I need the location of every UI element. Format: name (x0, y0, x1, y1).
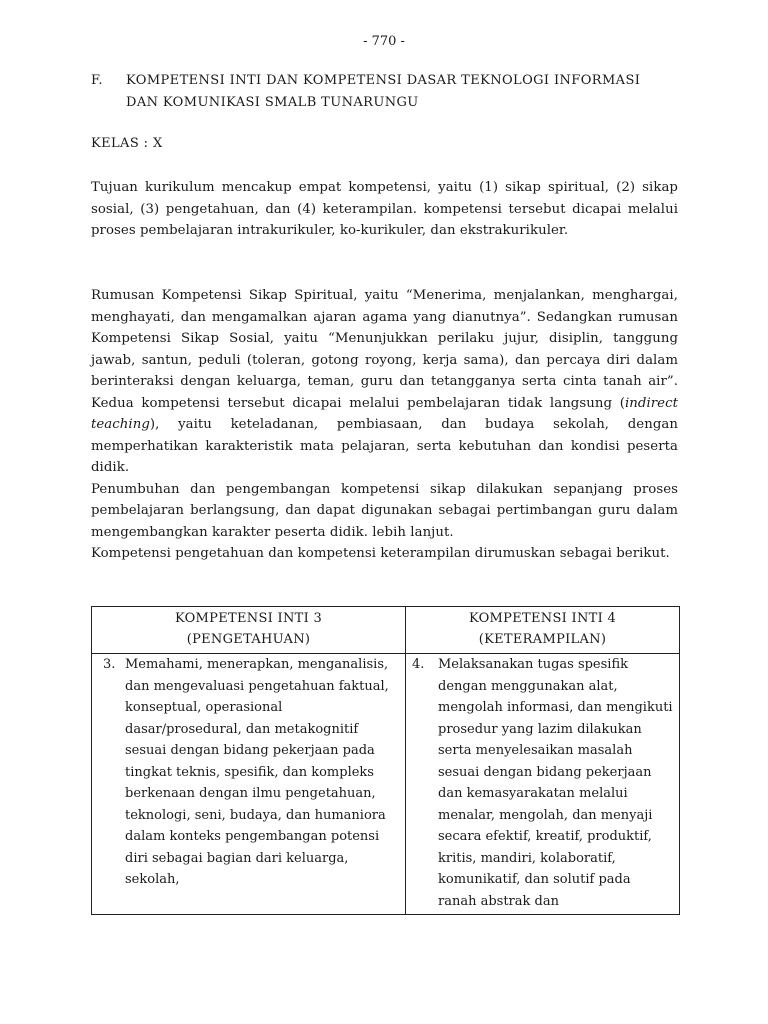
class-label: KELAS : X (91, 136, 163, 151)
paragraph-attitude-text-a: Rumusan Kompetensi Sikap Spiritual, yaitu “Menerima, menjalankan, menghargai, menghayati, dan mengamalkan ajaran agama yang dianutnya”. Sedangkan rumusan Kompetensi Sikap Sosial, yaitu “Menunjukkan perilaku jujur, disiplin, tanggung jawab, santun, peduli (toleran, gotong royong, kerja sama), dan percaya diri dalam berinteraksi dengan keluarga, teman, guru dan tetangganya serta cinta tanah air”. Kedua kompetensi tersebut dicapai melalui pembelajaran tidak langsung ( (91, 288, 678, 411)
paragraph-attitude-italic: indirect teaching (91, 395, 678, 432)
header-core-competency-4 (406, 607, 680, 654)
table-header-row (92, 607, 680, 654)
item-number: 4. (412, 657, 425, 672)
section-letter: F. (91, 73, 103, 88)
section-title-line-2: DAN KOMUNIKASI SMALB TUNARUNGU (126, 95, 419, 110)
cell-core-competency-4 (406, 654, 680, 915)
item-description: Memahami, menerapkan, menganalisis, dan mengevaluasi pengetahuan faktual, konseptual, operasional dasar/prosedural, dan metakognitif sesuai dengan bidang pekerjaan pada tingkat teknis, spesifik, dan kompleks berkenaan dengan ilmu pengetahuan, teknologi, seni, budaya, dan humaniora dalam konteks pengembangan potensi diri sebagai bagian dari keluarga, sekolah, (125, 657, 389, 887)
cell-core-competency-3 (92, 654, 406, 915)
header-core-competency-3-title: KOMPETENSI INTI 3 (174, 611, 323, 626)
list-item (98, 654, 399, 891)
header-core-competency-4-subtitle: (KETERAMPILAN) (478, 632, 607, 647)
paragraph-curriculum-goals: Tujuan kurikulum mencakup empat kompetensi, yaitu (1) sikap spiritual, (2) sikap sosial, (3) pengetahuan, dan (4) keterampilan. kompetensi tersebut dicapai melalui proses pembelajaran intrakurikuler, ko-kurikuler, dan ekstrakurikuler. (91, 180, 678, 238)
paragraph-knowledge-skills: Kompetensi pengetahuan dan kompetensi keterampilan dirumuskan sebagai berikut. (91, 546, 670, 561)
intro-paragraph (91, 177, 678, 242)
header-core-competency-3 (92, 607, 406, 654)
paragraph-attitude-competencies (91, 285, 678, 479)
list-item (412, 654, 673, 912)
page-number: - 770 - (363, 34, 405, 49)
competency-description (91, 285, 678, 565)
competency-table (91, 606, 680, 915)
item-number: 3. (103, 657, 116, 672)
section-heading (91, 70, 681, 114)
header-core-competency-3-subtitle: (PENGETAHUAN) (186, 632, 311, 647)
item-description: Melaksanakan tugas spesifik dengan menggunakan alat, mengolah informasi, dan mengikuti prosedur yang lazim dilakukan serta menyelesaikan masalah sesuai dengan bidang pekerjaan dan kemasyarakatan melalui menalar, mengolah, dan menyaji secara efektif, kreatif, produktif, kritis, mandiri, kolaboratif, komunikatif, dan solutif pada ranah abstrak dan (438, 657, 673, 909)
paragraph-attitude-text-b: ), yaitu keteladanan, pembiasaan, dan budaya sekolah, dengan memperhatikan karakteristik mata pelajaran, serta kebutuhan dan kondisi peserta didik. (91, 417, 678, 475)
paragraph-attitude-development: Penumbuhan dan pengembangan kompetensi sikap dilakukan sepanjang proses pembelajaran berlangsung, dan dapat digunakan sebagai pertimbangan guru dalam mengembangkan karakter peserta didik. lebih lanjut. (91, 481, 678, 540)
table-row (92, 654, 680, 915)
header-core-competency-4-title: KOMPETENSI INTI 4 (468, 611, 617, 626)
section-title (126, 70, 681, 114)
section-title-line-1: KOMPETENSI INTI DAN KOMPETENSI DASAR TEKNOLOGI INFORMASI (126, 73, 641, 88)
